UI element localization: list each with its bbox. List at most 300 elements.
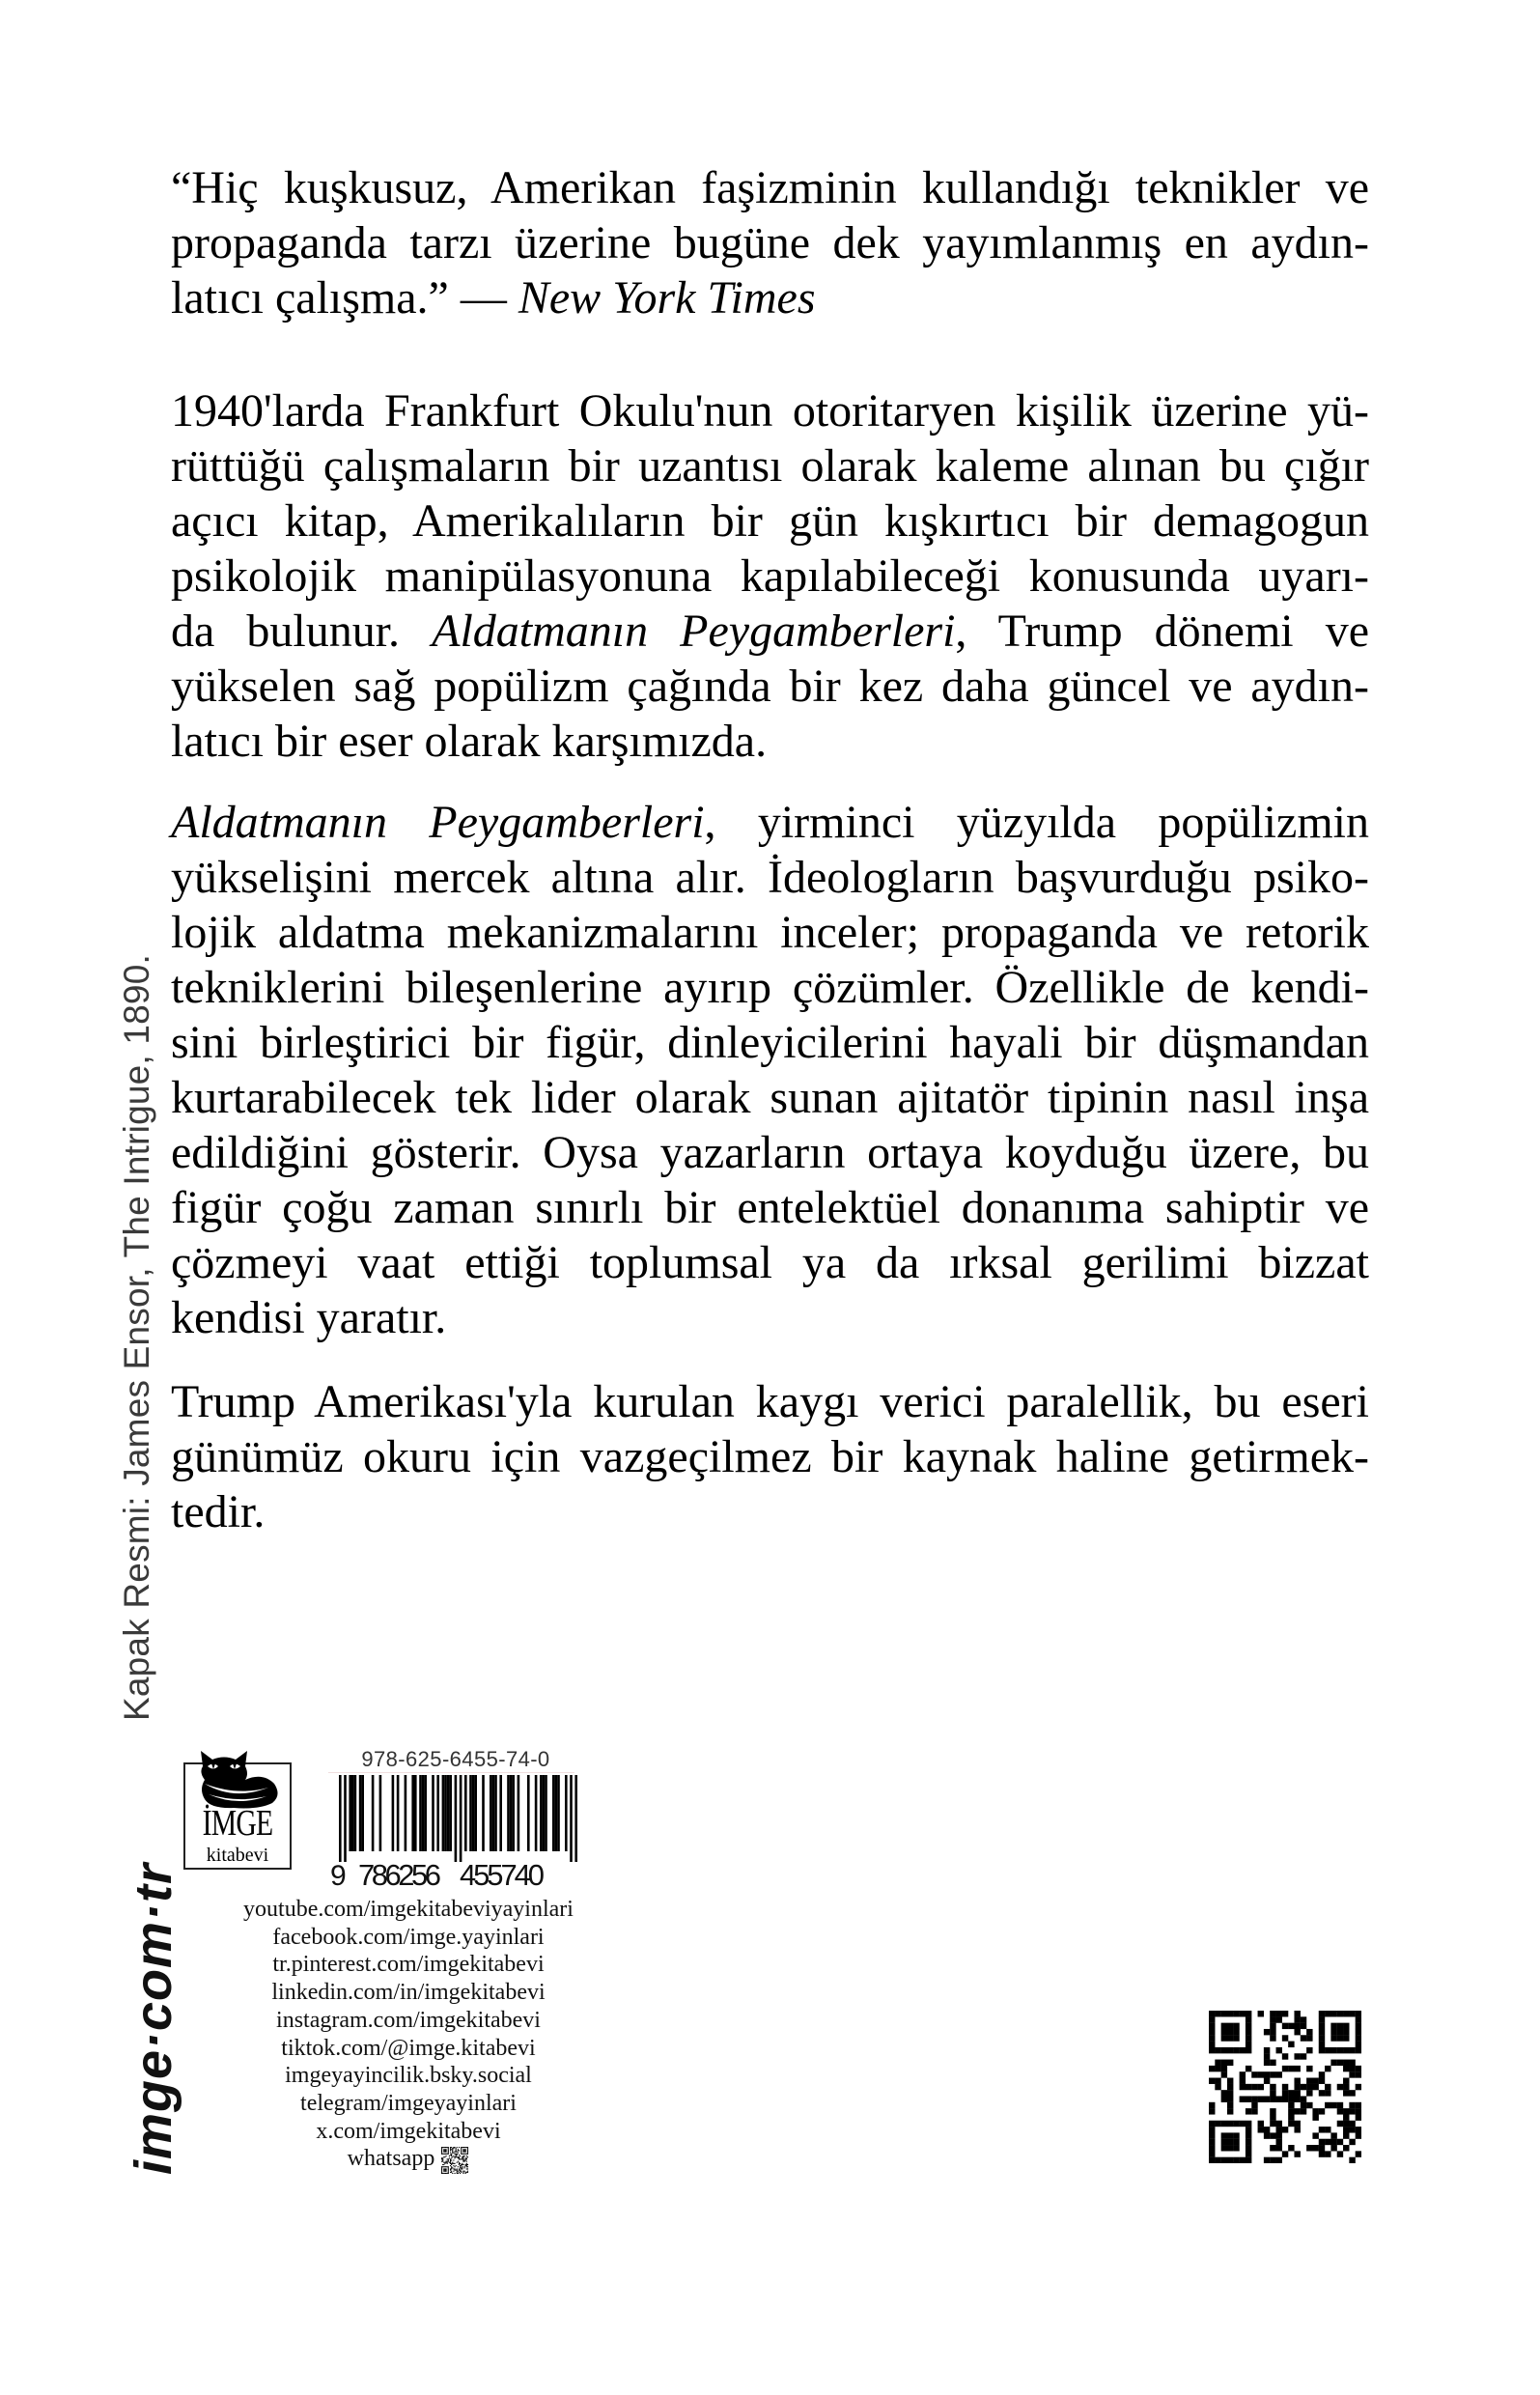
qr-module: [1240, 2084, 1246, 2090]
qr-module: [1294, 2066, 1300, 2071]
qr-module: [1270, 2090, 1275, 2096]
qr-module: [457, 2155, 458, 2156]
qr-module: [1227, 2090, 1233, 2096]
paragraph-line: latıcı bir eser olarak karşımızda.: [171, 716, 768, 767]
qr-module: [463, 2150, 464, 2151]
qr-module: [1209, 2042, 1215, 2047]
qr-module: [467, 2172, 468, 2173]
qr-module: [1270, 2035, 1275, 2041]
qr-module: [454, 2147, 455, 2148]
qr-module: [454, 2170, 455, 2171]
social-link-youtube[interactable]: youtube.com/imgekitabeviyayinlari: [243, 1897, 574, 1922]
qr-module: [456, 2150, 457, 2151]
qr-module: [1312, 2084, 1318, 2090]
qr-module: [1264, 2157, 1270, 2163]
qr-module: [455, 2157, 456, 2158]
quote-line-last: [171, 270, 1369, 325]
qr-module: [441, 2173, 442, 2174]
qr-module: [447, 2173, 448, 2174]
qr-module: [1356, 2132, 1361, 2138]
qr-module: [1251, 2084, 1257, 2090]
barcode-bar: [574, 1775, 577, 1862]
qr-module: [1319, 2145, 1325, 2151]
line-prefix: da bulunur.: [171, 606, 433, 657]
barcode-bar: [379, 1775, 382, 1851]
qr-module: [1227, 2157, 1233, 2163]
qr-module: [464, 2166, 465, 2167]
qr-module: [1356, 2042, 1361, 2047]
qr-module: [461, 2147, 462, 2148]
qr-module: [1306, 2090, 1312, 2096]
qr-module: [445, 2161, 446, 2162]
qr-module: [1301, 2016, 1306, 2022]
qr-module: [464, 2160, 465, 2161]
barcode-bar: [540, 1775, 543, 1851]
qr-module: [459, 2168, 460, 2169]
qr-module: [456, 2149, 457, 2150]
qr-module: [1306, 2066, 1312, 2071]
qr-module: [450, 2159, 451, 2160]
social-link-tiktok[interactable]: tiktok.com/@imge.kitabevi: [281, 2035, 536, 2061]
qr-module: [461, 2170, 462, 2171]
qr-module: [465, 2157, 466, 2158]
qr-module: [446, 2154, 447, 2155]
qr-module: [1349, 2066, 1355, 2071]
qr-module: [459, 2155, 460, 2156]
qr-module: [1319, 2127, 1325, 2132]
social-link-instagram[interactable]: instagram.com/imgekitabevi: [276, 2007, 541, 2033]
paragraph-line: kendisi yaratır.: [171, 1292, 447, 1343]
qr-module: [467, 2166, 468, 2167]
qr-module: [455, 2163, 456, 2164]
paragraph-line: lojik aldatma mekanizmalarını inceler; propaganda ve retorik: [171, 907, 1369, 958]
qr-module: [466, 2163, 467, 2164]
barcode-bar: [543, 1775, 546, 1851]
qr-module: [1343, 2108, 1349, 2114]
paragraph-line: çözmeyi vaat ettiği toplumsal ya da ırksal gerilimi bizzat: [171, 1237, 1369, 1288]
qr-module: [448, 2169, 449, 2170]
qr-module: [1264, 2029, 1270, 2035]
qr-module: [465, 2158, 466, 2159]
qr-module: [458, 2173, 459, 2174]
paragraph-line: tedir.: [171, 1486, 266, 1537]
paragraph-line: figür çoğu zaman sınırlı bir entelektüel donanıma sahiptir ve: [171, 1182, 1369, 1233]
barcode-bar: [510, 1775, 513, 1851]
qr-module: [460, 2166, 461, 2167]
qr-module: [441, 2154, 442, 2155]
qr-module: [453, 2152, 454, 2153]
qr-module: [461, 2172, 462, 2173]
qr-module: [1233, 2029, 1239, 2035]
qr-module: [441, 2151, 442, 2152]
qr-module: [1221, 2060, 1227, 2066]
qr-module: [447, 2154, 448, 2155]
qr-module: [1251, 2071, 1257, 2077]
qr-module: [1343, 2047, 1349, 2053]
qr-module: [462, 2158, 463, 2159]
qr-module: [1343, 2145, 1349, 2151]
qr-code-icon[interactable]: [1209, 2011, 1361, 2163]
qr-module: [467, 2154, 468, 2155]
qr-module: [457, 2172, 458, 2173]
quote-source: New York Times: [518, 272, 816, 324]
qr-module: [451, 2155, 452, 2156]
qr-module: [1264, 2096, 1270, 2101]
qr-module: [454, 2165, 455, 2166]
qr-module: [464, 2154, 465, 2155]
qr-module: [1270, 2060, 1275, 2066]
qr-module: [463, 2173, 464, 2174]
qr-module: [441, 2166, 442, 2167]
qr-module: [1282, 2084, 1288, 2090]
qr-module: [450, 2163, 451, 2164]
qr-module: [1294, 2127, 1300, 2132]
qr-module: [1337, 2121, 1343, 2127]
qr-module: [444, 2150, 445, 2151]
qr-module: [442, 2147, 443, 2148]
barcode-digit-first: 9: [330, 1860, 347, 1889]
qr-module: [1264, 2047, 1270, 2053]
qr-module: [1288, 2042, 1294, 2047]
qr-module: [1319, 2029, 1325, 2035]
social-link-bluesky[interactable]: imgeyayincilik.bsky.social: [285, 2063, 532, 2089]
qr-module: [1349, 2108, 1355, 2114]
qr-module: [1356, 2011, 1361, 2016]
barcode-bar: [442, 1775, 445, 1851]
qr-module: [458, 2150, 459, 2151]
qr-module: [464, 2150, 465, 2151]
qr-module: [466, 2157, 467, 2158]
qr-module: [463, 2164, 464, 2165]
qr-module: [1227, 2035, 1233, 2041]
qr-module: [1276, 2071, 1282, 2077]
qr-module: [445, 2150, 446, 2151]
qr-module: [448, 2150, 449, 2151]
paragraph-line: [171, 795, 1369, 850]
qr-module: [1246, 2016, 1251, 2022]
qr-module: [463, 2147, 464, 2148]
qr-module: [1319, 2139, 1325, 2145]
qr-module: [442, 2166, 443, 2167]
qr-module: [444, 2147, 445, 2148]
qr-module: [1221, 2066, 1227, 2071]
qr-module: [456, 2154, 457, 2155]
qr-module: [1306, 2145, 1312, 2151]
isbn-barcode: [329, 1775, 582, 1889]
qr-module: [448, 2168, 449, 2169]
qr-module: [1330, 2145, 1336, 2151]
qr-module: [1325, 2047, 1330, 2053]
qr-module: [448, 2152, 449, 2153]
qr-module: [1227, 2102, 1233, 2108]
qr-module: [451, 2168, 452, 2169]
qr-module: [457, 2147, 458, 2148]
qr-module: [1251, 2102, 1257, 2108]
qr-module: [461, 2167, 462, 2168]
qr-module: [1227, 2132, 1233, 2138]
qr-module: [1209, 2047, 1215, 2053]
qr-module: [454, 2163, 455, 2164]
qr-module: [446, 2173, 447, 2174]
qr-module: [1246, 2121, 1251, 2127]
qr-module: [1215, 2066, 1220, 2071]
qr-module: [451, 2170, 452, 2171]
qr-module: [1349, 2011, 1355, 2016]
qr-module: [1227, 2047, 1233, 2053]
qr-module: [1312, 2078, 1318, 2084]
qr-module: [1288, 2121, 1294, 2127]
qr-module: [1246, 2066, 1251, 2071]
qr-module: [451, 2166, 452, 2167]
review-quote: [171, 160, 1369, 325]
qr-module: [463, 2158, 464, 2159]
qr-module: [442, 2158, 443, 2159]
social-link-whatsapp[interactable]: [185, 2145, 631, 2173]
qr-module: [465, 2165, 466, 2166]
qr-module: [458, 2157, 459, 2158]
qr-module: [442, 2160, 443, 2161]
qr-module: [1319, 2023, 1325, 2029]
blurb-paragraph-3: [171, 1374, 1369, 1539]
qr-module: [1294, 2121, 1300, 2127]
qr-module: [1356, 2047, 1361, 2053]
qr-module: [1356, 2016, 1361, 2022]
qr-module: [1227, 2023, 1233, 2029]
qr-module: [459, 2161, 460, 2162]
qr-module: [466, 2172, 467, 2173]
qr-module: [447, 2161, 448, 2162]
barcode-bar: [555, 1775, 558, 1851]
qr-module: [1288, 2102, 1294, 2108]
barcode-bar: [552, 1775, 555, 1851]
qr-module: [1337, 2060, 1343, 2066]
qr-module: [446, 2149, 447, 2150]
social-link-telegram[interactable]: telegram/imgeyayinlari: [300, 2090, 517, 2116]
qr-module: [1246, 2151, 1251, 2156]
qr-module: [1343, 2132, 1349, 2138]
qr-module: [465, 2151, 466, 2152]
qr-module: [450, 2150, 451, 2151]
book-title: Aldatmanın Peygamberleri: [432, 606, 956, 657]
qr-module: [1209, 2078, 1215, 2084]
qr-module: [464, 2159, 465, 2160]
qr-module: [1246, 2042, 1251, 2047]
qr-module: [461, 2164, 462, 2165]
qr-module: [1319, 2047, 1325, 2053]
qr-module: [1349, 2060, 1355, 2066]
qr-module: [447, 2147, 448, 2148]
qr-module: [1337, 2084, 1343, 2090]
qr-module: [465, 2149, 466, 2150]
qr-module: [445, 2149, 446, 2150]
qr-module: [1258, 2096, 1264, 2101]
qr-module: [1240, 2011, 1246, 2016]
qr-module: [448, 2166, 449, 2167]
qr-module: [1209, 2157, 1215, 2163]
qr-module: [1319, 2042, 1325, 2047]
qr-module: [1209, 2029, 1215, 2035]
qr-module: [1349, 2157, 1355, 2163]
qr-module: [448, 2149, 449, 2150]
qr-module: [1221, 2139, 1227, 2145]
qr-module: [1227, 2108, 1233, 2114]
qr-module: [454, 2159, 455, 2160]
qr-module: [463, 2151, 464, 2152]
qr-module: [1319, 2016, 1325, 2022]
qr-module: [444, 2164, 445, 2165]
qr-module: [1288, 2145, 1294, 2151]
qr-module: [444, 2168, 445, 2169]
barcode-bar: [432, 1775, 434, 1851]
paragraph-line: açıcı kitap, Amerikalıların bir gün kışkırtıcı bir demagogun: [171, 495, 1369, 547]
qr-module: [441, 2148, 442, 2149]
paragraph-line: edildiğini gösterir. Oysa yazarların ortaya koyduğu üzere, bu: [171, 1127, 1369, 1178]
qr-module: [1312, 2108, 1318, 2114]
qr-module: [1227, 2029, 1233, 2035]
social-link-facebook[interactable]: facebook.com/imge.yayinlari: [272, 1924, 545, 1950]
qr-module: [462, 2167, 463, 2168]
qr-module: [461, 2152, 462, 2153]
qr-module: [456, 2169, 457, 2170]
qr-module: [1227, 2011, 1233, 2016]
publisher-website[interactable]: imge·com·tr: [125, 1862, 182, 2175]
qr-module: [441, 2172, 442, 2173]
qr-module: [461, 2154, 462, 2155]
qr-module: [451, 2163, 452, 2164]
qr-module: [1330, 2035, 1336, 2041]
barcode-bars: [339, 1775, 577, 1862]
qr-module: [445, 2151, 446, 2152]
qr-module: [455, 2168, 456, 2169]
qr-module: [1270, 2084, 1275, 2090]
qr-module: [444, 2156, 445, 2157]
qr-module: [1270, 2121, 1275, 2127]
qr-module: [1294, 2151, 1300, 2156]
qr-module: [1270, 2132, 1275, 2138]
qr-module: [1306, 2029, 1312, 2035]
qr-module: [460, 2163, 461, 2164]
qr-module: [1306, 2102, 1312, 2108]
qr-module: [1288, 2090, 1294, 2096]
cover-credit: Kapak Resmi: James Ensor, The Intrigue, 1890.: [117, 954, 156, 1721]
qr-module: [1330, 2139, 1336, 2145]
qr-module: [1356, 2084, 1361, 2090]
qr-code-icon[interactable]: [440, 2147, 469, 2174]
qr-module: [448, 2151, 449, 2152]
qr-module: [466, 2165, 467, 2166]
paragraph-line: yükselen sağ popülizm çağında bir kez daha güncel ve aydın-: [171, 661, 1369, 712]
qr-module: [463, 2172, 464, 2173]
qr-module: [1221, 2047, 1227, 2053]
qr-module: [444, 2166, 445, 2167]
qr-module: [446, 2160, 447, 2161]
line-suffix: , yirminci yüzyılda popülizmin: [704, 797, 1369, 848]
qr-module: [1337, 2108, 1343, 2114]
qr-module: [467, 2151, 468, 2152]
qr-module: [462, 2147, 463, 2148]
qr-module: [465, 2159, 466, 2160]
qr-module: [450, 2149, 451, 2150]
qr-module: [1233, 2121, 1239, 2127]
qr-module: [441, 2169, 442, 2170]
qr-module: [459, 2157, 460, 2158]
qr-module: [1215, 2011, 1220, 2016]
qr-module: [465, 2164, 466, 2165]
qr-module: [1276, 2145, 1282, 2151]
qr-module: [1221, 2121, 1227, 2127]
qr-module: [462, 2164, 463, 2165]
qr-module: [1330, 2011, 1336, 2016]
qr-module: [1221, 2096, 1227, 2101]
qr-module: [1343, 2127, 1349, 2132]
qr-module: [1319, 2108, 1325, 2114]
paragraph-line: yükselişini mercek altına alır. İdeologların başvurduğu psiko-: [171, 852, 1369, 903]
qr-module: [461, 2165, 462, 2166]
qr-module: [466, 2164, 467, 2165]
qr-module: [464, 2170, 465, 2171]
social-link-linkedin[interactable]: linkedin.com/in/imgekitabevi: [271, 1980, 546, 2006]
qr-module: [446, 2151, 447, 2152]
qr-module: [455, 2173, 456, 2174]
qr-module: [457, 2170, 458, 2171]
qr-module: [1246, 2127, 1251, 2132]
qr-module: [1276, 2139, 1282, 2145]
qr-module: [1306, 2078, 1312, 2084]
qr-module: [1276, 2157, 1282, 2163]
qr-module: [454, 2168, 455, 2169]
social-link-pinterest[interactable]: tr.pinterest.com/imgekitabevi: [272, 1952, 545, 1978]
qr-module: [451, 2164, 452, 2165]
qr-module: [1209, 2035, 1215, 2041]
line-suffix: , Trump dönemi ve: [955, 606, 1369, 657]
qr-module: [441, 2149, 442, 2150]
qr-module: [442, 2154, 443, 2155]
barcode-bar: [351, 1775, 354, 1851]
qr-module: [466, 2147, 467, 2148]
paragraph-line: 1940'larda Frankfurt Okulu'nun otoritaryen kişilik üzerine yü-: [171, 385, 1369, 437]
qr-module: [446, 2147, 447, 2148]
qr-module: [441, 2152, 442, 2153]
qr-module: [451, 2149, 452, 2150]
paragraph-line: kurtarabilecek tek lider olarak sunan ajitatör tipinin nasıl inşa: [171, 1072, 1369, 1123]
qr-module: [444, 2151, 445, 2152]
qr-module: [1246, 2157, 1251, 2163]
qr-module: [447, 2158, 448, 2159]
social-link-x[interactable]: x.com/imgekitabevi: [316, 2118, 501, 2144]
qr-module: [450, 2172, 451, 2173]
social-links: [185, 1896, 631, 2174]
qr-module: [461, 2149, 462, 2150]
qr-module: [1276, 2016, 1282, 2022]
qr-module: [445, 2147, 446, 2148]
qr-module: [449, 2157, 450, 2158]
qr-module: [1337, 2029, 1343, 2035]
qr-module: [1356, 2102, 1361, 2108]
qr-module: [1227, 2145, 1233, 2151]
qr-module: [1233, 2145, 1239, 2151]
qr-module: [1294, 2108, 1300, 2114]
qr-module: [458, 2152, 459, 2153]
qr-module: [1325, 2011, 1330, 2016]
qr-module: [1288, 2066, 1294, 2071]
qr-module: [1294, 2096, 1300, 2101]
qr-module: [1288, 2114, 1294, 2120]
qr-module: [1264, 2078, 1270, 2084]
qr-module: [1288, 2023, 1294, 2029]
qr-module: [458, 2160, 459, 2161]
qr-module: [450, 2147, 451, 2148]
qr-module: [1343, 2060, 1349, 2066]
